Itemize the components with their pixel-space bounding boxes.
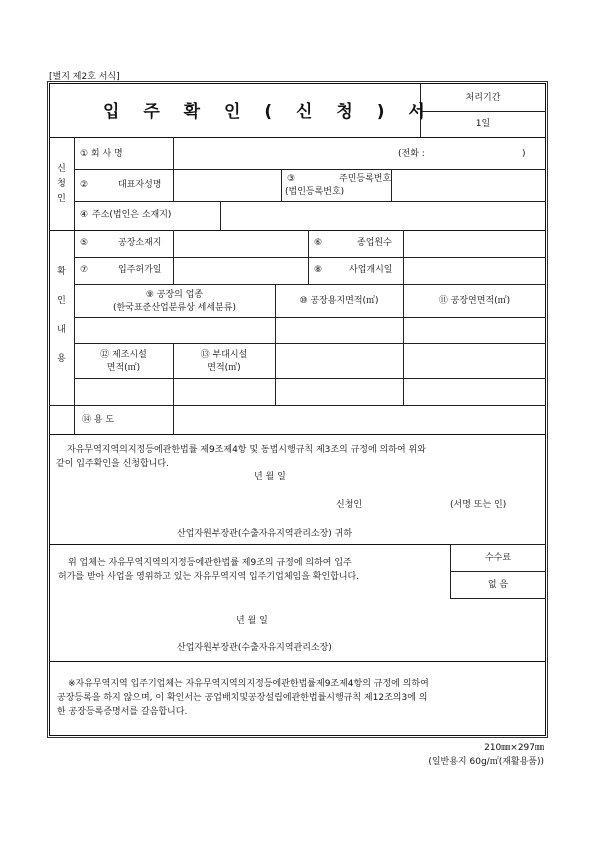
processing-period-value: 1일 bbox=[475, 119, 491, 129]
aux-area-label: ⑬ 부대시설 bbox=[200, 350, 248, 360]
resident-number-num: ③ bbox=[287, 174, 296, 184]
note-line-1: ※자유무역지역 입주기업체는 자유무역지역의지정등에관한법률제9조제4항의 규정에 의하여 bbox=[68, 679, 429, 689]
usage-field[interactable] bbox=[175, 407, 544, 432]
resident-number-field[interactable] bbox=[393, 171, 544, 199]
confirm-text-2: 허가를 받아 사업을 영위하고 있는 자유무역지역 입주기업체임을 확인합니다. bbox=[58, 572, 360, 582]
industry-sub-label: (한국표준산업분류상 세세분류) bbox=[113, 303, 236, 313]
phone-close-paren: ) bbox=[522, 149, 526, 159]
mfg-area-field[interactable] bbox=[76, 380, 171, 403]
corporate-number-label: (법인등록번호) bbox=[285, 187, 345, 197]
floor-area-field[interactable] bbox=[405, 319, 544, 341]
fee-label: 수수료 bbox=[484, 553, 512, 563]
phone-field[interactable] bbox=[440, 141, 518, 165]
business-start-number: ⑧ bbox=[314, 265, 323, 275]
rep-name-field[interactable] bbox=[175, 171, 279, 199]
industry-label: ⑨ 공장의 업종 bbox=[145, 290, 204, 300]
confirm-text-1: 위 업체는 자유무역지역의지정등에관한법률 제9조의 규정에 의하여 입주 bbox=[68, 558, 352, 568]
permit-date-label: 입주허가일 bbox=[118, 265, 162, 275]
factory-location-number: ⑤ bbox=[80, 238, 89, 248]
employees-field[interactable] bbox=[405, 232, 544, 255]
permit-date-field[interactable] bbox=[175, 259, 306, 282]
note-line-3: 한 공장등록증명서를 갈음합니다. bbox=[57, 707, 188, 717]
business-start-label: 사업개시일 bbox=[349, 265, 393, 275]
phone-label: (전화 : bbox=[398, 149, 425, 159]
business-start-field[interactable] bbox=[405, 259, 544, 282]
permit-date-number: ⑦ bbox=[80, 265, 89, 275]
employees-number: ⑥ bbox=[314, 238, 323, 248]
confirm-section-label-1: 확 bbox=[57, 267, 66, 277]
applicant-section-label-3: 인 bbox=[57, 194, 66, 204]
processing-period-label: 처리기간 bbox=[465, 93, 501, 103]
application-text-1: 자유무역지역의지정등에관한법률 제9조제4항 및 동법시행규칙 제3조의 규정에 의하여 위와 bbox=[67, 445, 426, 455]
paper-size: 210㎜×297㎜ bbox=[484, 743, 544, 753]
note-line-2: 공장등록을 하지 않으며, 이 확인서는 공업배치및공장설립에관한법률시행규칙 제12조의3에 의 bbox=[57, 693, 428, 703]
form-title: 입 주 확 인 ( 신 청 ) 서 bbox=[103, 102, 434, 122]
confirm-section-label-4: 용 bbox=[57, 354, 66, 364]
applicant-section-label-2: 청 bbox=[57, 179, 66, 189]
address-field[interactable] bbox=[222, 203, 544, 228]
industry-field[interactable] bbox=[76, 319, 273, 341]
company-name-field[interactable] bbox=[175, 139, 395, 167]
fee-value: 없 음 bbox=[487, 580, 509, 590]
address-label: 주소(법인은 소재지) bbox=[92, 210, 172, 220]
address-number: ④ bbox=[80, 210, 89, 220]
rep-name-label: 대표자성명 bbox=[118, 180, 162, 190]
application-date: 년 월 일 bbox=[254, 472, 286, 482]
mfg-area-label: ⑫ 제조시설 bbox=[100, 350, 147, 360]
form-number-label: [별지 제2호 서식] bbox=[49, 72, 120, 82]
floor-area-label: ⑪ 공장연면적(㎡) bbox=[438, 296, 511, 306]
aux-area-unit: 면적(㎡) bbox=[207, 363, 241, 373]
issuer: 산업자원부장관(수출자유지역관리소장) bbox=[177, 643, 332, 653]
company-name-label: ① 회 사 명 bbox=[80, 149, 123, 159]
aux-area-field[interactable] bbox=[175, 380, 273, 403]
site-area-field[interactable] bbox=[277, 319, 401, 341]
site-area-label: ⑩ 공장용지면적(㎡) bbox=[299, 296, 379, 306]
usage-label: ⑭ 용 도 bbox=[82, 415, 115, 425]
confirm-section-label-2: 인 bbox=[57, 296, 66, 306]
factory-location-field[interactable] bbox=[175, 232, 306, 255]
employees-label: 종업원수 bbox=[357, 238, 392, 248]
applicant-section-label-1: 신 bbox=[57, 164, 66, 174]
resident-number-label: 주민등록번호 bbox=[339, 174, 392, 184]
confirm-section-label-3: 내 bbox=[57, 325, 66, 335]
applicant-sign-label: 신청인 bbox=[336, 500, 363, 510]
rep-name-number: ② bbox=[80, 180, 89, 190]
addressee: 산업자원부장관(수출자유지역관리소장) 귀하 bbox=[177, 529, 353, 539]
sign-or-seal: (서명 또는 인) bbox=[450, 500, 507, 510]
mfg-area-unit: 면적(㎡) bbox=[106, 363, 141, 373]
paper-type: (일반용지 60g/㎡(재활용품)) bbox=[428, 757, 544, 767]
application-text-2: 같이 입주확인을 신청합니다. bbox=[56, 459, 169, 469]
factory-location-label: 공장소재지 bbox=[118, 238, 162, 248]
confirm-date: 년 월 일 bbox=[236, 616, 268, 626]
